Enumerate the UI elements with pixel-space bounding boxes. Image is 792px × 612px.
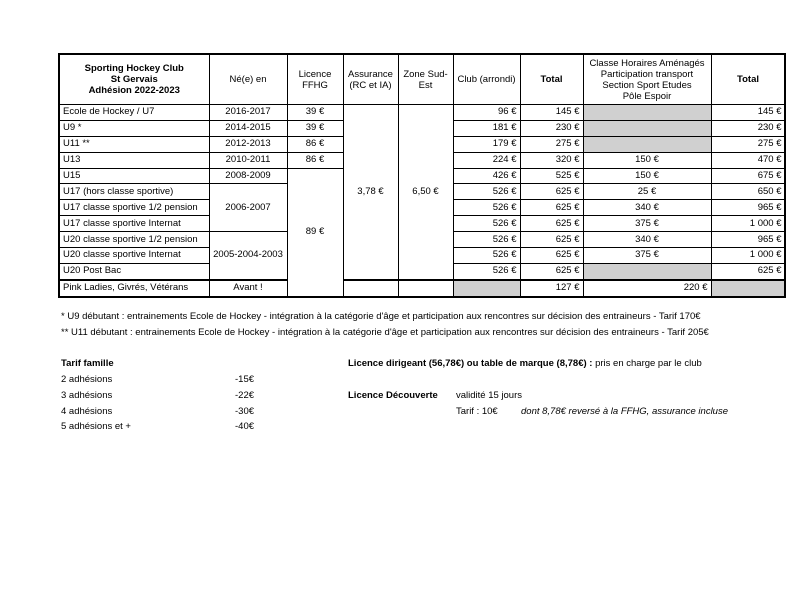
- cell-extra: [583, 105, 711, 121]
- cell-zone: 6,50 €: [398, 105, 453, 280]
- cell-total2: 1 000 €: [711, 248, 785, 264]
- cell-extra: 150 €: [583, 168, 711, 184]
- cell-assurance: 3,78 €: [343, 105, 398, 280]
- cell-extra: 25 €: [583, 184, 711, 200]
- cell-total2: 625 €: [711, 263, 785, 279]
- tarifs-table: [58, 53, 786, 298]
- cell-category: U15: [59, 168, 209, 184]
- cell-club: 526 €: [453, 216, 520, 232]
- cell-total: 625 €: [520, 200, 583, 216]
- cell-born-merged: 2005-2004-2003: [209, 232, 287, 280]
- cell-total: 145 €: [520, 105, 583, 121]
- famille-label: 4 adhésions: [61, 406, 113, 417]
- note-u11: ** U11 débutant : entrainements Ecole de Hockey - intégration à la catégorie d'âge et participation aux rencontres sur décision des entraineurs - Tarif 205€: [61, 327, 709, 338]
- cell-total: 625 €: [520, 216, 583, 232]
- famille-value: -30€: [235, 406, 255, 417]
- cell-category: U13: [59, 152, 209, 168]
- cell-club: 526 €: [453, 263, 520, 279]
- header-season: Adhésion 2022-2023: [88, 85, 180, 96]
- famille-value: -15€: [235, 374, 255, 385]
- cell-born: 2010-2011: [209, 152, 287, 168]
- cell-category: U17 classe sportive Internat: [59, 216, 209, 232]
- header-assurance: Assurance (RC et IA): [343, 54, 398, 105]
- table-row: [59, 280, 785, 297]
- cell-total: 275 €: [520, 136, 583, 152]
- cell-category: U17 classe sportive 1/2 pension: [59, 200, 209, 216]
- cell-extra: 375 €: [583, 248, 711, 264]
- header-club-fee: Club (arrondi): [453, 54, 520, 105]
- cell-total: 625 €: [520, 232, 583, 248]
- decouverte-validity: validité 15 jours: [456, 390, 523, 401]
- cell-born: Avant !: [209, 280, 287, 297]
- cell-club: 179 €: [453, 136, 520, 152]
- header-licence: Licence FFHG: [287, 54, 343, 105]
- cell-born: 2008-2009: [209, 168, 287, 184]
- table-row: [59, 105, 785, 121]
- cell-extra: [711, 280, 785, 297]
- cell-total: 230 €: [520, 120, 583, 136]
- cell-extra: 375 €: [583, 216, 711, 232]
- cell-total: 525 €: [520, 168, 583, 184]
- cell-club: 526 €: [453, 232, 520, 248]
- cell-licence: 39 €: [287, 120, 343, 136]
- header-total: Total: [520, 54, 583, 105]
- cell-total2: 965 €: [711, 200, 785, 216]
- header-zone: Zone Sud-Est: [398, 54, 453, 105]
- cell-born: 2012-2013: [209, 136, 287, 152]
- cell-category: Pink Ladies, Givrés, Vétérans: [59, 280, 209, 297]
- cell-club: 526 €: [453, 248, 520, 264]
- cell-extra: [583, 136, 711, 152]
- famille-value: -22€: [235, 390, 255, 401]
- famille-label: 2 adhésions: [61, 374, 113, 385]
- cell-category: U11 **: [59, 136, 209, 152]
- cell-born-merged: 2006-2007: [209, 184, 287, 232]
- cell-total2: 1 000 €: [711, 216, 785, 232]
- cell-total: 625 €: [520, 263, 583, 279]
- cell-total: 625 €: [520, 184, 583, 200]
- header-town: St Gervais: [110, 74, 158, 85]
- cell-total: 625 €: [520, 248, 583, 264]
- cell-total2: 145 €: [711, 105, 785, 121]
- cell-total2: 675 €: [711, 168, 785, 184]
- cell-total: 320 €: [520, 152, 583, 168]
- famille-title: Tarif famille: [61, 358, 114, 369]
- cell-total: 220 €: [583, 280, 711, 297]
- header-club-title: [59, 54, 209, 105]
- header-classe-line3: Section Sport Etudes: [602, 79, 692, 91]
- cell-extra: 150 €: [583, 152, 711, 168]
- cell-total2: 230 €: [711, 120, 785, 136]
- decouverte-title: Licence Découverte: [348, 390, 438, 401]
- header-club-name: Sporting Hockey Club: [84, 63, 184, 74]
- cell-extra: [583, 120, 711, 136]
- cell-total2: 965 €: [711, 232, 785, 248]
- cell-extra: [583, 263, 711, 279]
- famille-value: -40€: [235, 421, 255, 432]
- cell-licence-merged: 89 €: [287, 168, 343, 297]
- cell-club: 224 €: [453, 152, 520, 168]
- cell-club: 426 €: [453, 168, 520, 184]
- cell-total2: 275 €: [711, 136, 785, 152]
- cell-club: 526 €: [453, 184, 520, 200]
- dirigeant-text: pris en charge par le club: [592, 358, 702, 369]
- cell-category: U20 classe sportive Internat: [59, 248, 209, 264]
- decouverte-note: dont 8,78€ reversé à la FFHG, assurance incluse: [521, 406, 728, 417]
- cell-empty: [343, 280, 398, 297]
- cell-total2: 650 €: [711, 184, 785, 200]
- cell-total2: 470 €: [711, 152, 785, 168]
- cell-category: Ecole de Hockey / U7: [59, 105, 209, 121]
- cell-category: U9 *: [59, 120, 209, 136]
- cell-empty-grey: [453, 280, 520, 297]
- cell-born: 2016-2017: [209, 105, 287, 121]
- cell-extra: 340 €: [583, 200, 711, 216]
- header-classe-line1: Classe Horaires Aménagés: [589, 57, 705, 69]
- cell-category: U17 (hors classe sportive): [59, 184, 209, 200]
- note-u9: * U9 débutant : entrainements Ecole de Hockey - intégration à la catégorie d'âge et participation aux rencontres sur décision des entraineurs - Tarif 170€: [61, 311, 701, 322]
- header-classe: [583, 54, 711, 105]
- dirigeant-bold: Licence dirigeant (56,78€) ou table de marque (8,78€) :: [348, 358, 593, 369]
- header-classe-line2: Participation transport: [600, 68, 694, 80]
- cell-club: 181 €: [453, 120, 520, 136]
- dirigeant-line: [348, 358, 702, 369]
- cell-extra: 340 €: [583, 232, 711, 248]
- header-total2: Total: [711, 54, 785, 105]
- cell-club: 96 €: [453, 105, 520, 121]
- cell-club: 127 €: [520, 280, 583, 297]
- cell-born: 2014-2015: [209, 120, 287, 136]
- cell-licence: 86 €: [287, 152, 343, 168]
- table-header-row: [59, 54, 785, 105]
- cell-licence: 86 €: [287, 136, 343, 152]
- header-classe-line4: Pôle Espoir: [622, 90, 672, 102]
- cell-empty: [398, 280, 453, 297]
- famille-label: 5 adhésions et +: [61, 421, 131, 432]
- header-born: Né(e) en: [209, 54, 287, 105]
- cell-category: U20 classe sportive 1/2 pension: [59, 232, 209, 248]
- cell-licence: 39 €: [287, 105, 343, 121]
- famille-label: 3 adhésions: [61, 390, 113, 401]
- cell-category: U20 Post Bac: [59, 263, 209, 279]
- decouverte-tarif: Tarif : 10€: [456, 406, 498, 417]
- cell-club: 526 €: [453, 200, 520, 216]
